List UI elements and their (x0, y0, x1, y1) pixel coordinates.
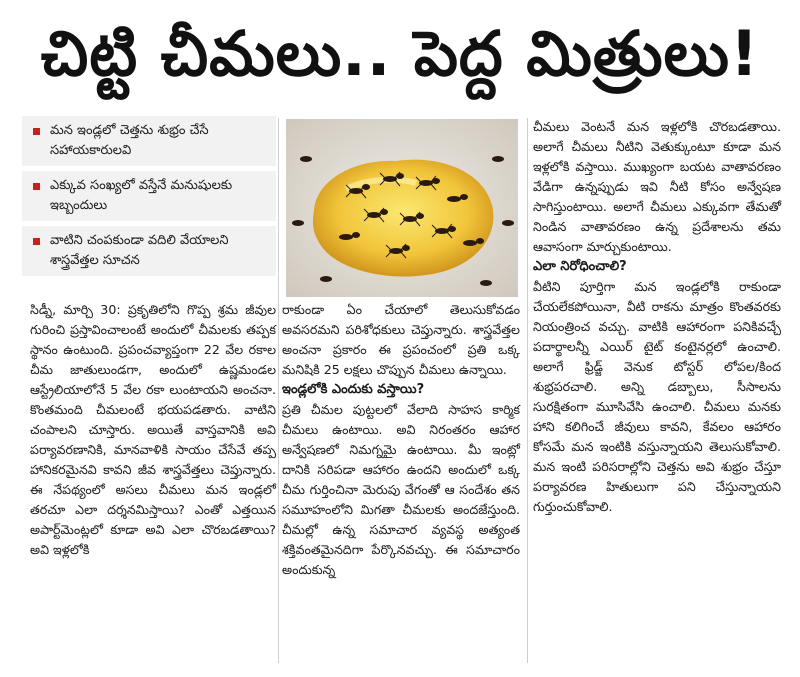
article-column-1 (30, 300, 276, 560)
article-column-2 (282, 300, 520, 580)
highlight-item (22, 171, 276, 221)
highlight-item (22, 226, 276, 276)
ants-photo-illustration (286, 119, 518, 297)
highlight-item (22, 116, 276, 166)
highlight-text: వాటిని చంపకుండా వదిలి వేయాలని శాస్త్రవేత్తల సూచన (50, 233, 229, 268)
article-paragraph: రాకుండా ఏం చేయాలో తెలుసుకోవడం అవసరమని పరిశోధకులు చెప్తున్నారు. శాస్త్రవేత్తల అంచనా ప్రకారం ఈ ప్రపంచంలో ప్రతి ఒక్క మనిషికి 25 లక్షలు చొప్పున చీమలు ఉన్నాయి. (282, 302, 520, 377)
article-paragraph: వీటిని పూర్తిగా మన ఇండ్లలోకి రాకుండా చేయలేకపోయినా, వీటి రాకను మాత్రం కొంతవరకు నియంత్రించ వచ్చు. వాటికి ఆహారంగా పనికివచ్చే పదార్థాలన్నీ ఎయిర్ టైట్ కంటైనర్లలో ఉంచాలి. అలాగే ఫ్రిడ్జ్ వెనుక టోస్టర్ లోపల/కింద శుభ్రపరచాలి. అన్ని డబ్బాలు, సీసాలను సురక్షితంగా మూసివేసి ఉంచాలి. చీమలు మనకు హాని కలిగించే జీవులు కావని, కేవలం ఆహారం కోసమే మన ఇంటికి వస్తున్నాయని తెలుసుకోవాలి. మన ఇంటి పరిసరాల్లోని చెత్తను అవి శుభ్రం చేస్తూ పర్యావరణ హితులుగా పని చేస్తున్నాయని గుర్తుంచుకోవాలి. (533, 279, 781, 514)
subheading: ఎలా నిరోధించాలి? (533, 259, 627, 274)
highlights-list (22, 116, 276, 281)
article-paragraph: చీమలు వెంటనే మన ఇళ్లలోకి చొరబడతాయి. అలాగే చీమలు నీటిని వెతుక్కుంటూ కూడా మన ఇళ్లలోకి వస్తాయి. ముఖ్యంగా బయట వాతావరణం వేడిగా ఉన్నప్పుడు ఇవి నీటి కోసం అన్వేషణ సాగిస్తుంటాయి. అలాగే చీమలు ఎక్కువగా తేమతో నిండిన వాతావరణం ఉన్న ప్రదేశాలను తమ ఆవాసంగా మార్చుకుంటాయి. (533, 119, 781, 254)
highlight-text: మన ఇండ్లలో చెత్తను శుభ్రం చేసే సహాయకారులవి (50, 123, 209, 158)
ants-on-food-photo (286, 119, 518, 297)
article-paragraph: ప్రతి చీమల పుట్టలలో వేలాది సాహస కార్మిక చీమలు ఉంటాయి. అవి నిరంతరం ఆహార అన్వేషణలో నిమగ్నమై ఉంటాయి. మీ ఇంట్లో దానికి సరిపడా ఆహారం ఉందని అందులో ఒక్క చీమ గుర్తించినా మెరుపు వేగంతో ఆ సందేశం తన సమూహంలోని మిగతా చీమలకు అందజేస్తుంది. చీమల్లో ఉన్న సమాచార వ్యవస్థ అత్యంత శక్తివంతమైనదిగా పేర్కొనవచ్చు. ఈ సమాచారం అందుకున్న (282, 402, 520, 577)
highlight-text: ఎక్కువ సంఖ్యలో వస్తేనే మనుషులకు ఇబ్బందులు (50, 178, 233, 213)
subheading: ఇండ్లలోకి ఎందుకు వస్తాయి? (282, 382, 425, 397)
column-divider (527, 118, 528, 663)
column-divider (278, 118, 279, 663)
headline: చిట్టి చీమలు.. పెద్ద మిత్రులు! (40, 17, 760, 90)
article-column-3 (533, 117, 781, 517)
red-square-bullet-icon (33, 238, 40, 245)
red-square-bullet-icon (33, 128, 40, 135)
red-square-bullet-icon (33, 183, 40, 190)
article-paragraph: సిడ్నీ, మార్చి 30: ప్రకృతిలోని గొప్ప శ్రమ జీవుల గురించి ప్రస్తావించాలంటే అందులో చీమలకు తప్పక స్థానం ఉంటుంది. ప్రపంచవ్యాప్తంగా 22 వేల రకాల చీమ జాతులుండగా, అందులో ఉష్ణమండల ఆస్ట్రేలియాలోనే 5 వేల రకా లుంటాయని అంచనా. కొంతమంది చీమలంటే భయపడతారు. వాటిని చంపాలని చూస్తారు. అయితే వాస్తవానికి అవి పర్యావరణానికి, మానవాళికి సాయం చేసేవే తప్ప హానికరమైనవి కావని జీవ శాస్త్రవేత్తలు చెప్తున్నారు. ఈ నేపథ్యంలో అసలు చీమలు మన ఇండ్లలో తరచూ ఎలా దర్శనమిస్తాయి? ఎంతో ఎత్తయిన అపార్ట్‌మెంట్లలో కూడా అవి ఎలా చొరబడతాయి? అవి ఇళ్లలోకి (30, 302, 276, 557)
